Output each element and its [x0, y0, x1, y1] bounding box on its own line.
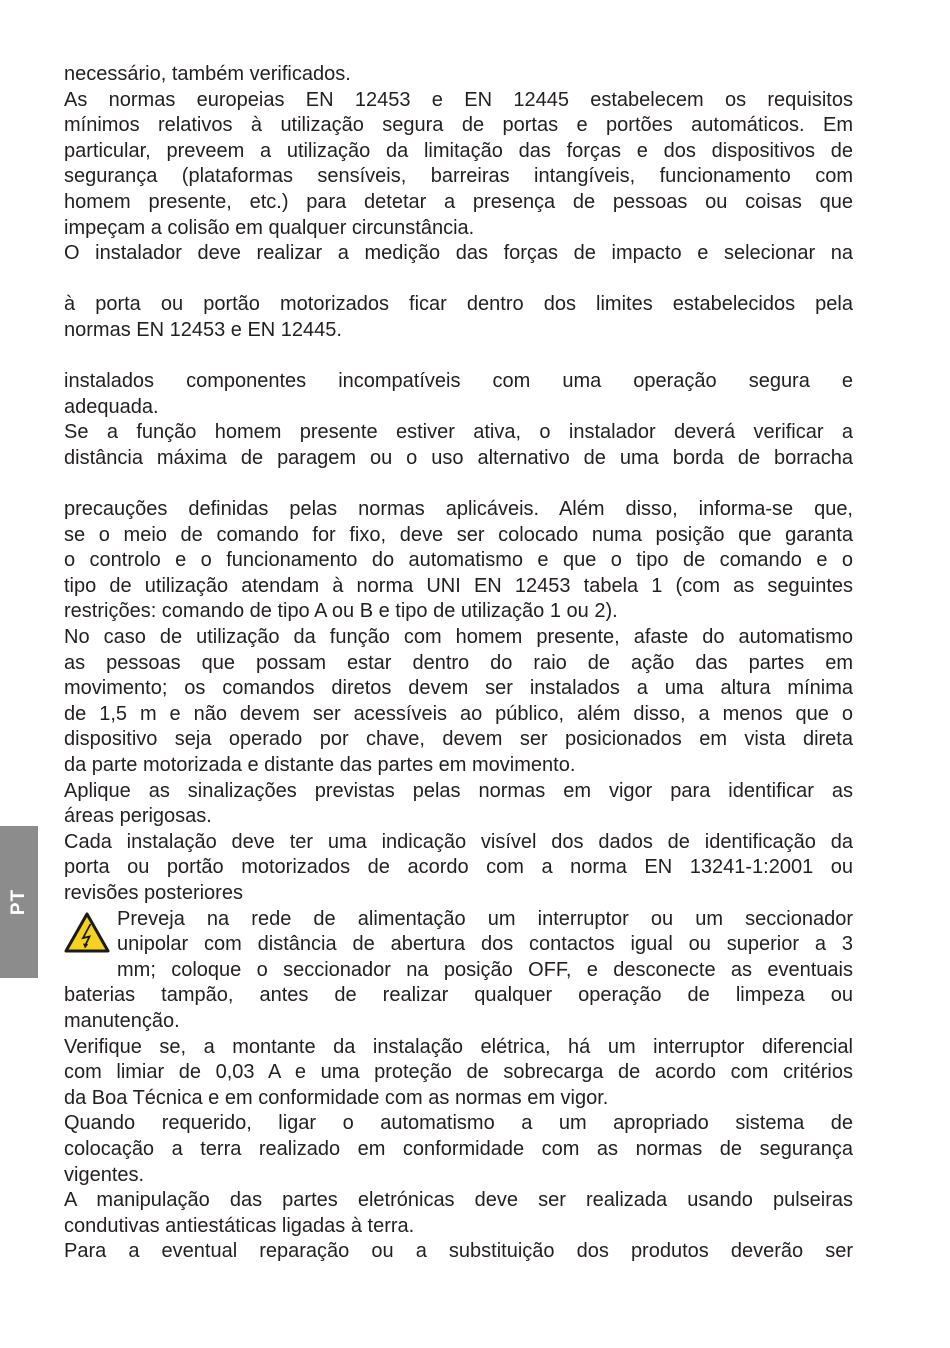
text-line: da Boa Técnica e em conformidade com as normas em vigor. [64, 1086, 609, 1109]
text-line: Verifique se, a montante da instalação elétrica, há um interruptor diferencial [64, 1035, 853, 1058]
body-text [64, 62, 853, 1265]
paragraph [64, 420, 853, 625]
text-line: manutenção. [64, 1009, 180, 1032]
paragraph [64, 779, 853, 830]
text-line [64, 472, 853, 498]
text-line: Preveja na rede de alimentação um interruptor ou um seccionador [117, 907, 853, 930]
text-line: porta ou portão motorizados de acordo com a norma EN 13241-1:2001 ou [64, 856, 853, 879]
text-line: condutivas antiestáticas ligadas à terra. [64, 1214, 415, 1237]
text-line: segurança (plataformas sensíveis, barreiras intangíveis, funcionamento com [64, 165, 853, 188]
text-line: à porta ou portão motorizados ficar dentro dos limites estabelecidos pela [64, 293, 853, 316]
text-line: As normas europeias EN 12453 e EN 12445 estabelecem os requisitos [64, 88, 853, 111]
text-line: precauções definidas pelas normas aplicáveis. Além disso, informa-se que, [64, 498, 853, 521]
text-line: homem presente, etc.) para detetar a presença de pessoas ou coisas que [64, 190, 853, 213]
text-line: mm; coloque o seccionador na posição OFF, e desconecte as eventuais [117, 958, 853, 981]
text-line: Cada instalação deve ter uma indicação visível dos dados de identificação da [64, 830, 853, 853]
language-tab-label: PT [8, 888, 29, 916]
text-line: unipolar com distância de abertura dos contactos igual ou superior a 3 [117, 933, 853, 956]
text-line: as pessoas que possam estar dentro do raio de ação das partes em [64, 651, 853, 674]
paragraph [64, 1035, 853, 1112]
text-line: se o meio de comando for fixo, deve ser colocado numa posição que garanta [64, 523, 853, 546]
text-line: dispositivo seja operado por chave, devem ser posicionados em vista direta [64, 728, 853, 751]
text-line: A manipulação das partes eletrónicas deve ser realizada usando pulseiras [64, 1189, 853, 1212]
paragraph [64, 830, 853, 907]
paragraph [64, 344, 853, 421]
paragraph [64, 88, 853, 242]
text-line: tipo de utilização atendam à norma UNI EN 12453 tabela 1 (com as seguintes [64, 574, 853, 597]
paragraph [64, 241, 853, 343]
text-line: instalados componentes incompatíveis com uma operação segura e [64, 370, 853, 393]
text-line: revisões posteriores [64, 882, 243, 904]
paragraph [64, 1239, 853, 1265]
text-line: da parte motorizada e distante das partes em movimento. [64, 754, 576, 777]
text-line: adequada. [64, 395, 159, 418]
text-line [64, 267, 853, 293]
text-line: distância máxima de paragem ou o uso alternativo de uma borda de borracha [64, 446, 853, 469]
text-line: movimento; os comandos diretos devem ser instalados a uma altura mínima [64, 677, 853, 700]
text-line: O instalador deve realizar a medição das forças de impacto e selecionar na [64, 242, 853, 265]
text-line: de 1,5 m e não devem ser acessíveis ao público, além disso, a menos que o [64, 702, 853, 725]
paragraph [64, 62, 853, 88]
text-line: Quando requerido, ligar o automatismo a um apropriado sistema de [64, 1112, 853, 1135]
text-line: áreas perigosas. [64, 805, 212, 828]
text-line: vigentes. [64, 1163, 145, 1186]
text-line: particular, preveem a utilização da limitação das forças e dos dispositivos de [64, 139, 853, 162]
text-line: o controlo e o funcionamento do automatismo e que o tipo de comando e o [64, 549, 853, 572]
paragraph [64, 1188, 853, 1239]
text-line: restrições: comando de tipo A ou B e tipo de utilização 1 ou 2). [64, 600, 618, 623]
text-line: Aplique as sinalizações previstas pelas normas em vigor para identificar as [64, 779, 853, 802]
language-tab [0, 826, 38, 978]
paragraph [64, 1111, 853, 1188]
text-line: Se a função homem presente estiver ativa, o instalador deverá verificar a [64, 421, 853, 444]
text-line: normas EN 12453 e EN 12445. [64, 318, 342, 341]
text-line: colocação a terra realizado em conformidade com as normas de segurança [64, 1137, 853, 1160]
warning-paragraph [64, 907, 853, 1035]
text-line [64, 344, 853, 370]
text-line: com limiar de 0,03 A e uma proteção de sobrecarga de acordo com critérios [64, 1061, 853, 1084]
text-line: baterias tampão, antes de realizar qualquer operação de limpeza ou [64, 984, 853, 1007]
text-line: No caso de utilização da função com homem presente, afaste do automatismo [64, 626, 853, 649]
text-line: impeçam a colisão em qualquer circunstância. [64, 216, 475, 239]
text-line: Para a eventual reparação ou a substituição dos produtos deverão ser [64, 1240, 853, 1263]
electrical-hazard-icon [64, 911, 110, 955]
paragraph [64, 625, 853, 779]
text-line: necessário, também verificados. [64, 63, 351, 85]
text-line: mínimos relativos à utilização segura de portas e portões automáticos. Em [64, 114, 853, 137]
